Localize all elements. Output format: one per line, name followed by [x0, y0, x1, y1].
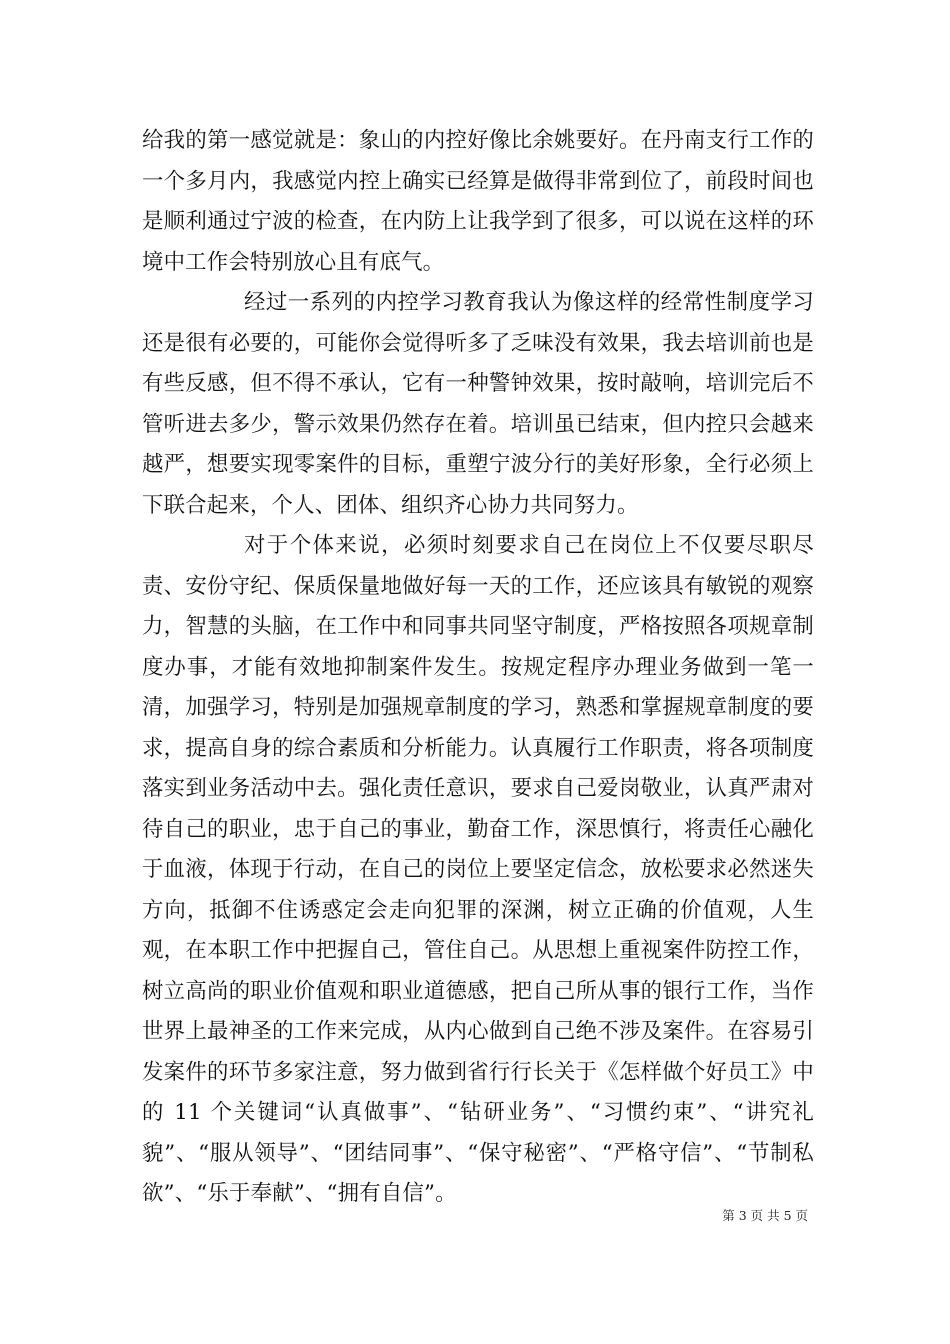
body-text — [142, 121, 814, 1215]
page-number-footer: 第 3 页 共 5 页 — [722, 1208, 808, 1223]
paragraph-3: 对于个体来说，必须时刻要求自己在岗位上不仅要尽职尽责、安份守纪、保质保量地做好每一天的工作，还应该具有敏锐的观察力，智慧的头脑，在工作中和同事共同坚守制度，严格按照各项规章制度办事，才能有效地抑制案件发生。按规定程序办理业务做到一笔一清，加强学习，特别是加强规章制度的学习，熟悉和掌握规章制度的要求，提高自身的综合素质和分析能力。认真履行工作职责，将各项制度落实到业务活动中去。强化责任意识，要求自己爱岗敬业，认真严肃对待自己的职业，忠于自己的事业，勤奋工作，深思慎行，将责任心融化于血液，体现于行动，在自己的岗位上要坚定信念，放松要求必然迷失方向，抵御不住诱惑定会走向犯罪的深渊，树立正确的价值观，人生观，在本职工作中把握自己，管住自己。从思想上重视案件防控工作，树立高尚的职业价值观和职业道德感，把自己所从事的银行工作，当作世界上最神圣的工作来完成，从内心做到自己绝不涉及案件。在容易引发案件的环节多家注意，努力做到省行行长关于《怎样做个好员工》中的 11 个关键词“认真做事”、“钻研业务”、“习惯约束”、“讲究礼貌”、“服从领导”、“团结同事”、“保守秘密”、“严格守信”、“节制私欲”、“乐于奉献”、“拥有自信”。 — [142, 533, 814, 1206]
paragraph-2: 经过一系列的内控学习教育我认为像这样的经常性制度学习还是很有必要的，可能你会觉得听多了乏味没有效果，我去培训前也是有些反感，但不得不承认，它有一种警钟效果，按时敲响，培训完后不管听进去多少，警示效果仍然存在着。培训虽已结束，但内控只会越来越严，想要实现零案件的目标，重塑宁波分行的美好形象，全行必须上下联合起来，个人、团体、组织齐心协力共同努力。 — [142, 290, 814, 518]
paragraph-1: 给我的第一感觉就是：象山的内控好像比余姚要好。在丹南支行工作的一个多月内，我感觉内控上确实已经算是做得非常到位了，前段时间也是顺利通过宁波的检查，在内防上让我学到了很多，可以说在这样的环境中工作会特别放心且有底气。 — [142, 128, 814, 275]
